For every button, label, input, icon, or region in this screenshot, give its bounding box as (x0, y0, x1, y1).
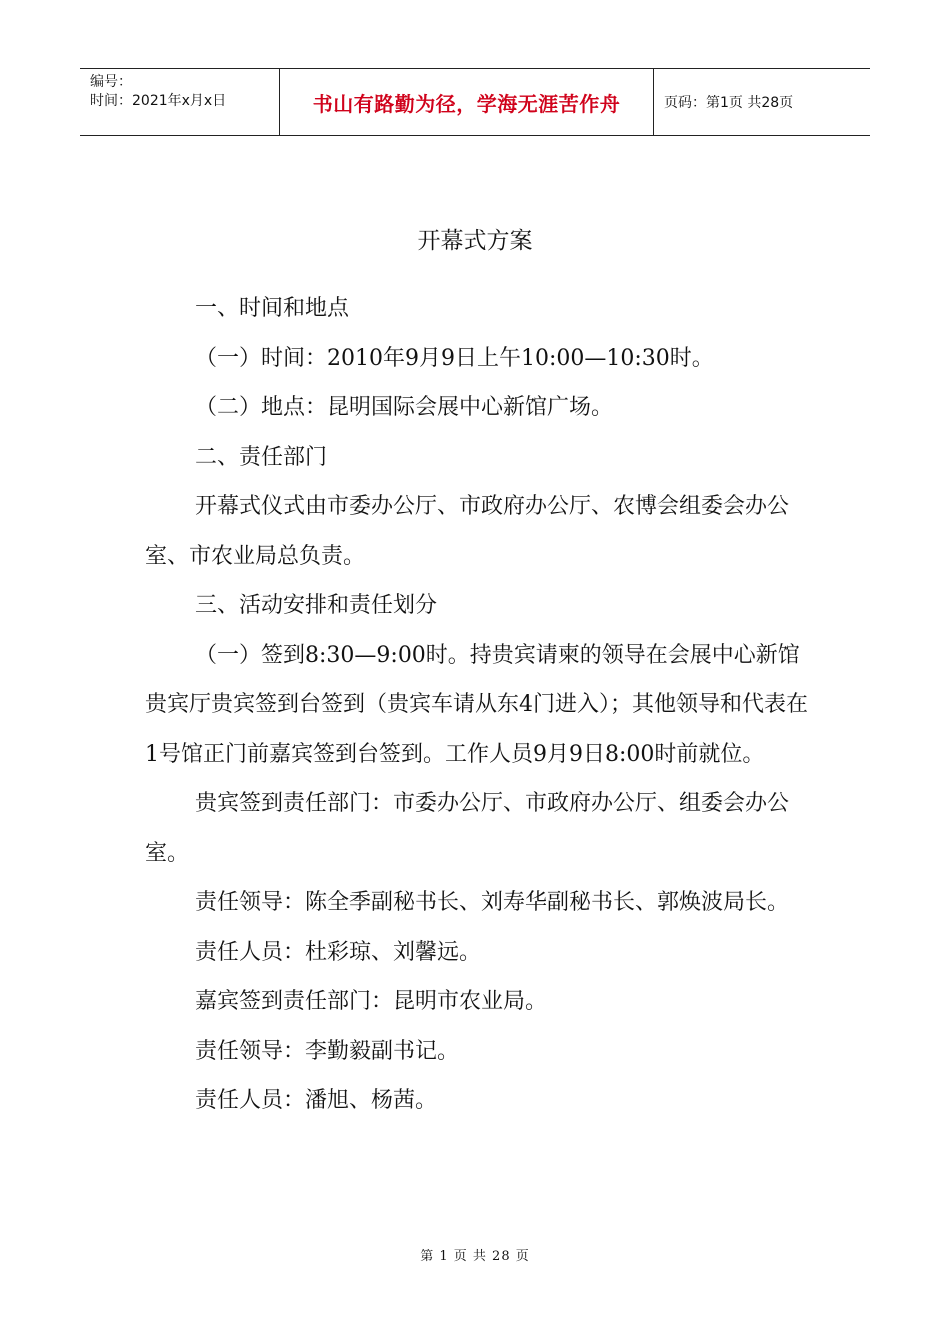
paragraph-signin: （一）签到8:30—9:00时。持贵宾请柬的领导在会展中心新馆贵宾厅贵宾签到台签到（贵宾车请从东4门进入）；其他领导和代表在1号馆正门前嘉宾签到台签到。工作人员9月9日8:00时前就位。 (145, 642, 808, 767)
document-header (80, 68, 870, 136)
paragraph-guest-staff: 责任人员：潘旭、杨茜。 (195, 1088, 438, 1113)
header-meta-cell (80, 69, 280, 135)
paragraph-guest-department: 嘉宾签到责任部门：昆明市农业局。 (195, 989, 548, 1014)
slogan-text: 书山有路勤为径，学海无涯苦作舟 (312, 91, 621, 116)
header-slogan-cell (280, 69, 654, 135)
paragraph-vip-department: 贵宾签到责任部门：市委办公厅、市政府办公厅、组委会办公室。 (145, 791, 790, 866)
document-title: 开幕式方案 (417, 228, 533, 254)
header-page-cell (654, 69, 870, 135)
paragraph-place: （二）地点：昆明国际会展中心新馆广场。 (195, 395, 614, 420)
section-heading-time-place: 一、时间和地点 (195, 296, 350, 321)
paragraph-time: （一）时间：2010年9月9日上午10:00—10:30时。 (195, 345, 714, 371)
section-heading-arrangements: 三、活动安排和责任划分 (195, 593, 438, 618)
document-body (145, 284, 810, 1126)
page-info: 页码：第1页 共28页 (664, 95, 794, 111)
paragraph-vip-leaders: 责任领导：陈全季副秘书长、刘寿华副秘书长、郭焕波局长。 (195, 890, 790, 915)
number-label: 编号： (90, 74, 132, 90)
paragraph-departments: 开幕式仪式由市委办公厅、市政府办公厅、农博会组委会办公室、市农业局总负责。 (145, 494, 790, 569)
page-footer: 第 1 页 共 28 页 (420, 1249, 530, 1264)
section-heading-departments: 二、责任部门 (195, 444, 328, 470)
time-label: 时间：2021年x月x日 (90, 93, 227, 109)
paragraph-vip-staff: 责任人员：杜彩琼、刘馨远。 (195, 939, 482, 965)
paragraph-guest-leader: 责任领导：李勤毅副书记。 (195, 1038, 460, 1064)
